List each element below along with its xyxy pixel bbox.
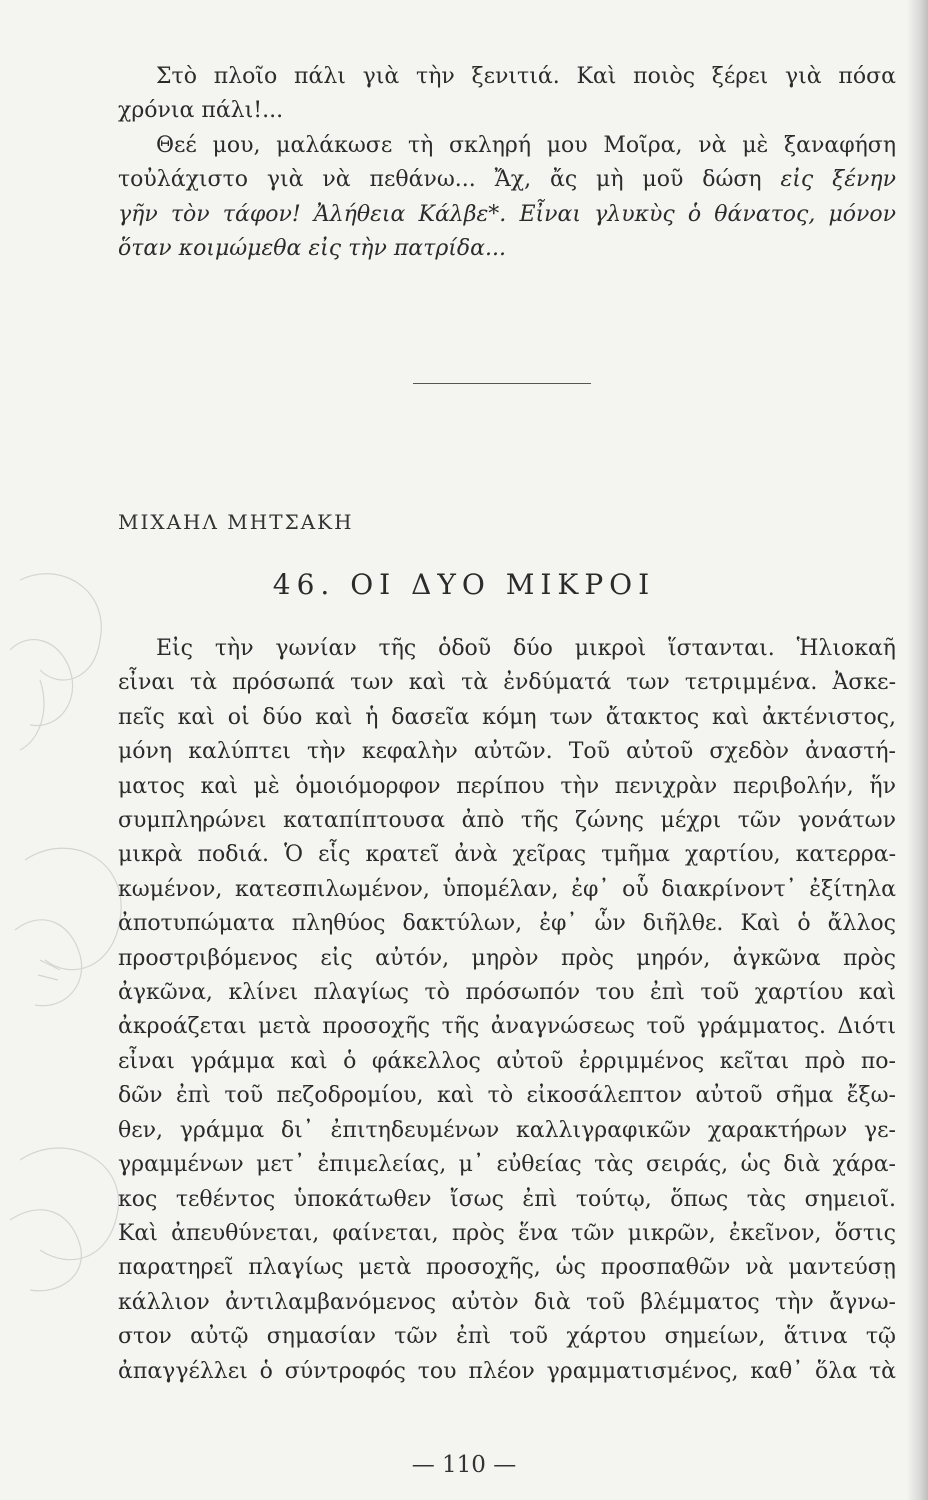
page-number: — 110 — — [411, 1452, 517, 1478]
author-name: ΜΙΧΑΗΛ ΜΗΤΣΑΚΗ — [118, 510, 354, 534]
text-line: ἀπαγγέλλει ὁ σύντροφός του πλέον γραμματισμένος, καθ᾽ ὅλα τὰ — [118, 1358, 896, 1384]
text-line: παρατηρεῖ πλαγίως μετὰ προσοχῆς, ὡς προσπαθῶν νὰ μαντεύσῃ — [118, 1255, 896, 1281]
italic-text: Εἶναι γλυκὺς ὁ θάνατος, μόνον — [519, 201, 897, 227]
text-line: Εἰς τὴν γωνίαν τῆς ὁδοῦ δύο μικροὶ ἵστανται. Ἡλιοκαῆ — [156, 636, 896, 661]
text-line: ἀποτυπώματα πληθύος δακτύλων, ἐφ᾽ ὧν διῆλθε. Καὶ ὁ ἄλλος — [118, 911, 896, 937]
text-segment: τοὐλάχιστο γιὰ νὰ πεθάνω... Ἄχ, ἄς μὴ μοῦ δώση — [118, 167, 762, 193]
text-line: Θεέ μου, μαλάκωσε τὴ σκληρή μου Μοῖρα, νὰ μὲ ξαναφήση — [156, 132, 896, 158]
text-line: ἀκροάζεται μετὰ προσοχῆς τῆς ἀναγνώσεως τοῦ γράμματος. Διότι — [118, 1014, 896, 1040]
text-line: κάλλιον ἀντιλαμβανόμενος αὐτὸν διὰ τοῦ βλέμματος τὴν ἄγνω- — [118, 1289, 896, 1315]
text-line — [118, 163, 896, 197]
text-line: στον αὐτῷ σημασίαν τῶν ἐπὶ τοῦ χάρτου σημείων, ἅτινα τῷ — [118, 1324, 896, 1350]
body-text — [118, 632, 896, 1389]
page-edge-shadow — [906, 0, 928, 1500]
text-line: κωμένον, κατεσπιλωμένον, ὑπομέλαν, ἐφ᾽ οὗ διακρίνοντ᾽ ἐξίτηλα — [118, 876, 896, 902]
text-line: προστριβόμενος εἰς αὐτόν, μηρὸν πρὸς μηρόν, ἀγκῶνα πρὸς — [118, 945, 896, 971]
text-line: ματος καὶ μὲ ὁμοιόμορφον περίπου τὴν πενιχρὰν περιβολήν, ἥν — [118, 773, 896, 799]
text-line: συμπληρώνει καταπίπτουσα ἀπὸ τῆς ζώνης μέχρι τῶν γονάτων — [118, 808, 896, 834]
top-passage — [118, 60, 896, 266]
text-line: δῶν ἐπὶ τοῦ πεζοδρομίου, καὶ τὸ εἰκοσάλεπτον αὐτοῦ σῆμα ἔξω- — [118, 1083, 896, 1109]
text-line: πεῖς καὶ οἱ δύο καὶ ἡ δασεῖα κόμη των ἄτακτος καὶ ἀκτένιστος, — [118, 704, 896, 730]
italic-text: εἰς ξένην — [780, 167, 896, 193]
chapter-title: 46. ΟΙ ΔΥΟ ΜΙΚΡΟΙ — [272, 568, 656, 601]
text-line: μικρὰ ποδιά. Ὁ εἷς κρατεῖ ἀνὰ χεῖρας τμῆμα χαρτίου, κατερρα- — [118, 842, 896, 868]
text-line: ἀγκῶνα, κλίνει πλαγίως τὸ πρόσωπόν του ἐπὶ τοῦ χαρτίου καὶ — [118, 980, 896, 1006]
text-line: εἶναι γράμμα καὶ ὁ φάκελλος αὐτοῦ ἐρριμμένος κεῖται πρὸ πο- — [118, 1048, 896, 1074]
text-line: γραμμένων μετ᾽ ἐπιμελείας, μ᾽ εὐθείας τὰς σειράς, ὡς διὰ χάρα- — [118, 1152, 896, 1178]
text-line: ὅταν κοιμώμεθα εἰς τὴν πατρίδα... — [118, 236, 506, 262]
text-line: χρόνια πάλι!... — [118, 98, 284, 124]
italic-text: γῆν τὸν τάφον! Ἀλήθεια Κάλβε*. — [118, 201, 507, 227]
text-line: κος τεθέντος ὑποκάτωθεν ἴσως ἐπὶ τούτῳ, ὅπως τὰς σημειοῖ. — [118, 1186, 896, 1212]
text-line: Στὸ πλοῖο πάλι γιὰ τὴν ξενιτιά. Καὶ ποιὸς ξέρει γιὰ πόσα — [156, 64, 896, 89]
text-line: μόνη καλύπτει τὴν κεφαλὴν αὐτῶν. Τοῦ αὐτοῦ σχεδὸν ἀναστή- — [118, 739, 896, 765]
text-line: Καὶ ἀπευθύνεται, φαίνεται, πρὸς ἕνα τῶν μικρῶν, ἐκεῖνον, ὅστις — [118, 1220, 896, 1246]
section-divider — [413, 383, 591, 384]
text-line: εἶναι τὰ πρόσωπά των καὶ τὰ ἐνδύματά των τετριμμένα. Ἀσκε- — [118, 670, 896, 696]
text-line: θεν, γράμμα δι᾽ ἐπιτηδευμένων καλλιγραφικῶν χαρακτήρων γε- — [118, 1117, 896, 1143]
text-line — [118, 198, 896, 232]
